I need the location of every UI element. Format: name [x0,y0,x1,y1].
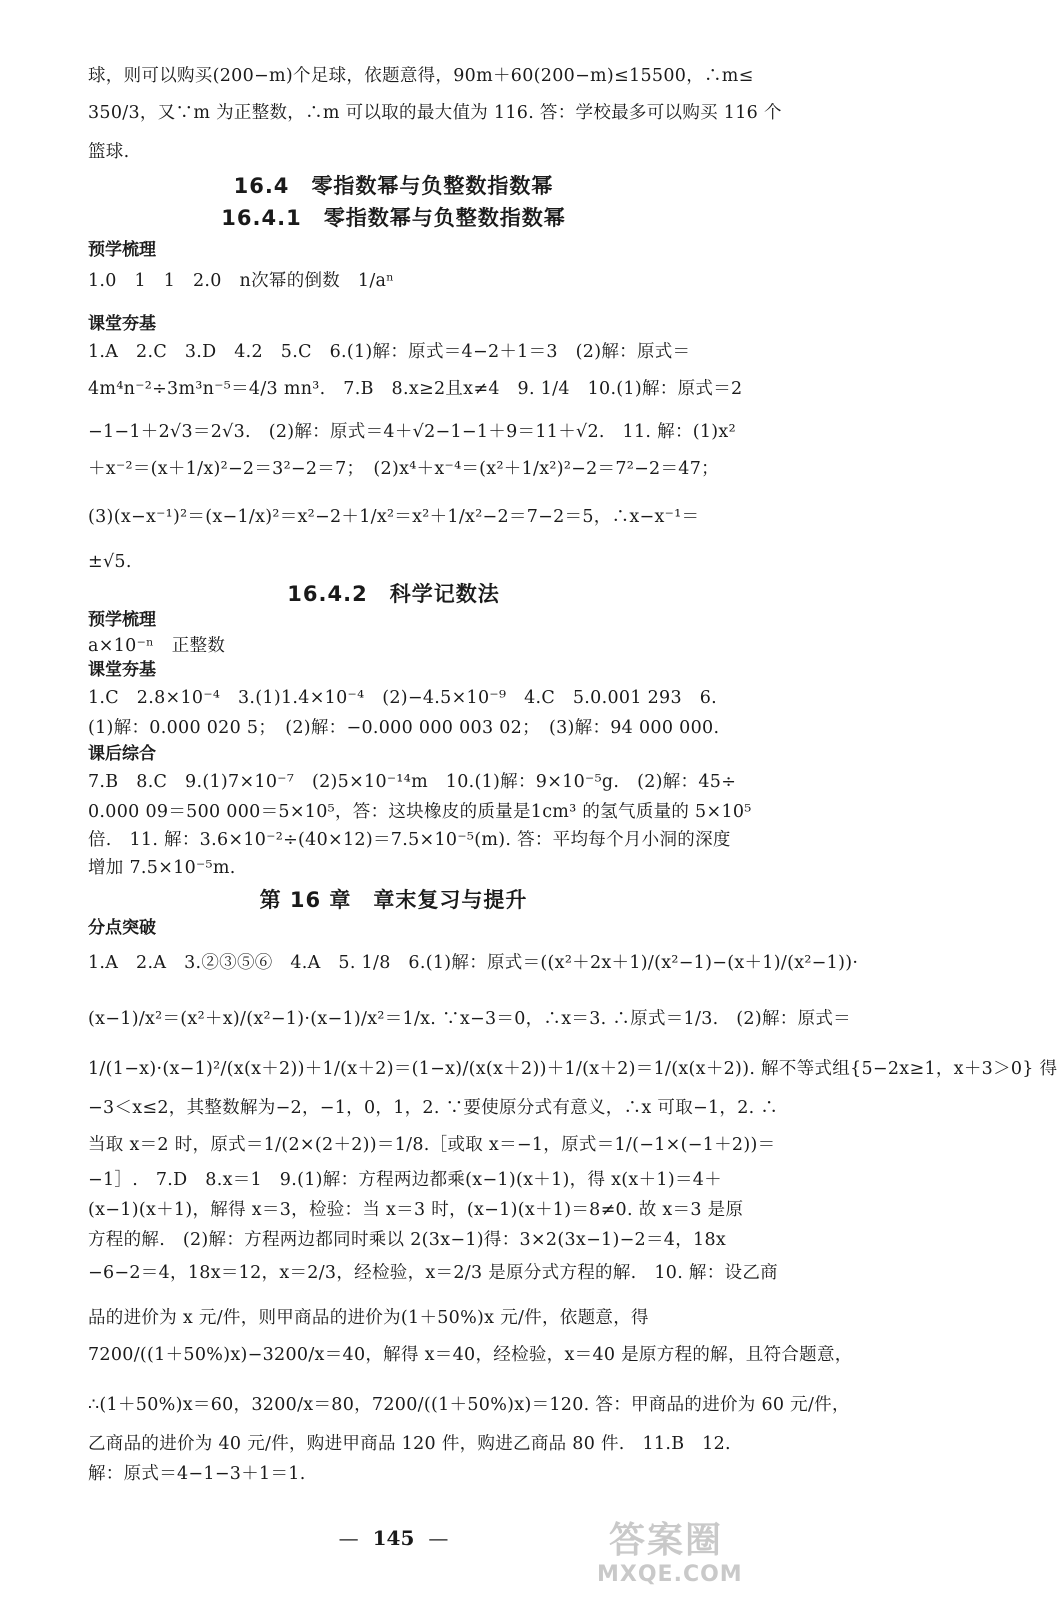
text-line: 7.B 8.C 9.(1)7×10⁻⁷ (2)5×10⁻¹⁴m 10.(1)解：9×10⁻⁵g. (2)解：45÷ [88,772,737,792]
subsection-title: 16.4.1 零指数幂与负整数指数幂 [221,206,566,230]
text-line: 1.C 2.8×10⁻⁴ 3.(1)1.4×10⁻⁴ (2)−4.5×10⁻⁹ 4.C 5.0.001 293 6. [88,688,718,708]
text-line: ＋x⁻²＝(x＋1/x)²−2＝3²−2＝7； (2)x⁴＋x⁻⁴＝(x²＋1/x²)²−2＝7²−2＝47； [88,459,719,479]
subsection-title: 16.4.2 科学记数法 [287,582,500,606]
section-heading: 分点突破 [88,918,156,938]
text-line: 4m⁴n⁻²÷3m³n⁻⁵＝4/3 mn³. 7.B 8.x≥2且x≠4 9. 1/4 10.(1)解：原式＝2 [88,379,743,399]
text-line: 当取 x＝2 时，原式＝1/(2×(2＋2))＝1/8.［或取 x＝−1，原式＝1/(−1×(−1＋2))＝ [88,1135,776,1155]
page-number: — 145 — [338,1526,449,1550]
text-line: 增加 7.5×10⁻⁵m. [88,858,236,878]
text-line: 1.A 2.C 3.D 4.2 5.C 6.(1)解：原式＝4−2＋1＝3 (2)解：原式＝ [88,342,691,362]
text-line: (x−1)/x²＝(x²＋x)/(x²−1)·(x−1)/x²＝1/x. ∵x−3＝0，∴x＝3. ∴原式＝1/3. (2)解：原式＝ [88,1009,851,1029]
section-heading: 课后综合 [88,744,156,764]
text-line: ∴(1＋50%)x＝60，3200/x＝80，7200/((1＋50%)x)＝120. 答：甲商品的进价为 60 元/件， [88,1395,850,1415]
section-heading: 预学梳理 [88,610,156,630]
text-line: (1)解：0.000 020 5； (2)解：−0.000 000 003 02； (3)解：94 000 000. [88,718,720,738]
watermark-logo: 答案圈 MXQE.COM [597,1520,743,1587]
text-line: −1−1＋2√3＝2√3. (2)解：原式＝4＋√2−1−1＋9＝11＋√2. 11. 解：(1)x² [88,422,736,442]
text-line: 方程的解. (2)解：方程两边都同时乘以 2(3x−1)得：3×2(3x−1)−2＝4，18x [88,1230,727,1250]
section-heading: 预学梳理 [88,240,156,260]
section-heading: 课堂夯基 [88,660,156,680]
text-line: 7200/((1＋50%)x)−3200/x＝40，解得 x＝40，经检验，x＝40 是原方程的解，且符合题意， [88,1345,853,1365]
text-line: 倍. 11. 解：3.6×10⁻²÷(40×12)＝7.5×10⁻⁵(m). 答：平均每个月小洞的深度 [88,830,731,850]
text-line: 乙商品的进价为 40 元/件，购进甲商品 120 件，购进乙商品 80 件. 11.B 12. [88,1434,731,1454]
text-line: a×10⁻ⁿ 正整数 [88,636,226,656]
text-line: 0.000 09＝500 000＝5×10⁵，答：这块橡皮的质量是1cm³ 的氢气质量的 5×10⁵ [88,802,752,822]
text-line: −1］. 7.D 8.x＝1 9.(1)解：方程两边都乘(x−1)(x＋1)，得 x(x＋1)＝4＋ [88,1170,722,1190]
chapter-title: 第 16 章 章末复习与提升 [259,888,528,912]
text-line: 1.0 1 1 2.0 n次幂的倒数 1/aⁿ [88,271,395,291]
section-heading: 课堂夯基 [88,314,156,334]
text-line: −6−2＝4，18x＝12，x＝2/3，经检验，x＝2/3 是原分式方程的解. 10. 解：设乙商 [88,1263,778,1283]
text-line: (3)(x−x⁻¹)²＝(x−1/x)²＝x²−2＋1/x²＝x²＋1/x²−2＝7−2＝5，∴x−x⁻¹＝ [88,507,700,527]
text-line: (x−1)(x＋1)，解得 x＝3，检验：当 x＝3 时，(x−1)(x＋1)＝8≠0. 故 x＝3 是原 [88,1200,744,1220]
text-line: ±√5. [88,552,132,572]
text-line: 篮球. [88,142,130,162]
text-line: 品的进价为 x 元/件，则甲商品的进价为(1＋50%)x 元/件，依题意，得 [88,1308,649,1328]
section-title: 16.4 零指数幂与负整数指数幂 [233,174,554,198]
text-line: 1/(1−x)·(x−1)²/(x(x＋2))＋1/(x＋2)＝(1−x)/(x(x＋2))＋1/(x＋2)＝1/(x(x＋2)). 解不等式组{5−2x≥1，x＋3＞0} 得 [88,1059,1057,1079]
text-line: 1.A 2.A 3.②③⑤⑥ 4.A 5. 1/8 6.(1)解：原式＝((x²＋2x＋1)/(x²−1)−(x＋1)/(x²−1))· [88,953,859,973]
text-line: −3＜x≤2，其整数解为−2，−1，0，1，2. ∵要使原分式有意义，∴x 可取−1，2. ∴ [88,1098,779,1118]
text-line: 球，则可以购买(200−m)个足球，依题意得，90m＋60(200−m)≤15500，∴m≤ [88,66,754,86]
text-line: 350/3，又∵m 为正整数，∴m 可以取的最大值为 116. 答：学校最多可以购买 116 个 [88,103,782,123]
text-line: 解：原式＝4−1−3＋1＝1. [88,1464,306,1484]
